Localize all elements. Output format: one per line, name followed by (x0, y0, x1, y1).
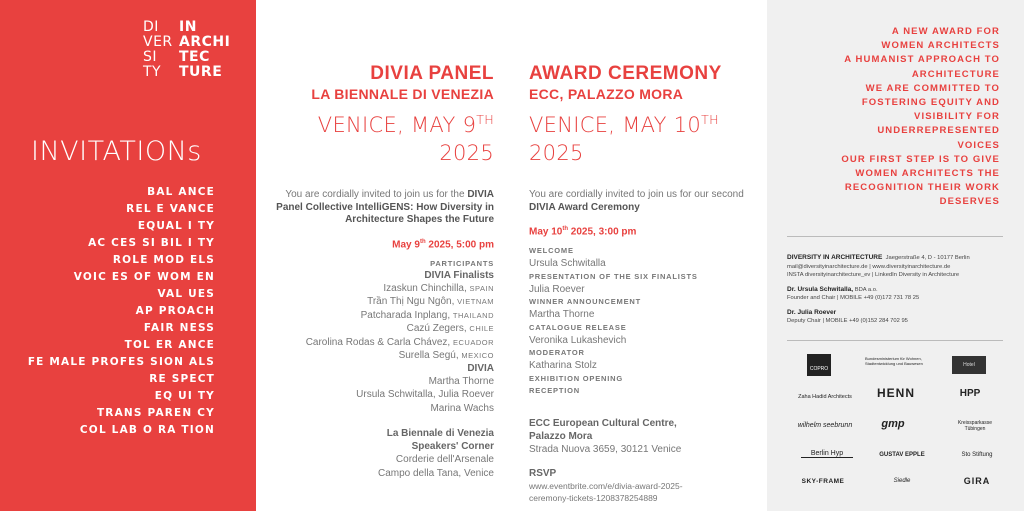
program-label: WELCOME (529, 246, 574, 256)
value-item: TOL ER ANCE (124, 339, 215, 351)
ceremony-venue (529, 417, 769, 457)
manifesto-line: WOMEN ARCHITECTS THE (855, 168, 1000, 180)
ceremony-time: May 10th 2025, 3:00 pm (529, 226, 637, 238)
manifesto-line: VOICES (957, 139, 1000, 151)
panel-venue (258, 427, 494, 480)
program-label: EXHIBITION OPENING (529, 373, 623, 383)
diversity-in-architecture-logo (143, 20, 243, 80)
logo-part: ARCHI (179, 34, 231, 50)
manifesto-line: ARCHITECTURE (911, 68, 1000, 80)
panel-date: VENICE, MAY 9TH 2025 (317, 112, 494, 165)
program-person: Katharina Stolz (529, 360, 597, 372)
program-person: Julia Roever (529, 283, 585, 295)
logo-part: TURE (179, 64, 223, 80)
value-item: ROLE MOD ELS (112, 254, 215, 266)
divia-label: DIVIA (467, 362, 494, 374)
manifesto-line: DESERVES (939, 196, 1000, 208)
divia-member: Marina Wachs (430, 402, 494, 414)
sponsor-logo: GIRA (963, 476, 991, 486)
sponsor-logo: SKY-FRAME (801, 478, 845, 485)
value-item: TRANS PAREN CY (96, 407, 215, 419)
sponsor-logo: GUSTAV EPPLE (879, 452, 925, 458)
manifesto-line: A NEW AWARD FOR (891, 26, 1000, 37)
venue-name: Palazzo Mora (529, 430, 593, 442)
org-address: Jaegerstraße 4, D - 10177 Berlin (885, 255, 970, 261)
value-item: RE SPECT (149, 373, 215, 385)
logo-part: DI (143, 19, 159, 35)
value-item: EQ UI TY (154, 390, 215, 402)
person-role: Deputy Chair | MOBILE +49 (0)152 284 702 95 (787, 318, 908, 324)
value-item: EQUAL I TY (137, 220, 215, 232)
program-label: PRESENTATION OF THE SIX FINALISTS (529, 271, 698, 281)
venue-name: Speakers' Corner (411, 441, 494, 453)
right-panel (767, 0, 1024, 511)
rsvp-link[interactable]: ceremony-tickets-1208378254889 (529, 493, 658, 504)
ceremony-date: VENICE, MAY 10TH 2025 (529, 112, 719, 165)
divia-member: Martha Thorne (428, 375, 494, 387)
values-list (28, 184, 215, 439)
panel-intro: You are cordially invited to join us for the DIVIA Panel Collective IntelliGENS: How Diversity in Architecture Shapes the Future (276, 189, 494, 225)
manifesto-line: RECOGNITION THEIR WORK (844, 182, 1000, 194)
panel-title: DIVIA PANEL (370, 63, 494, 84)
ceremony-title: AWARD CEREMONY (529, 63, 722, 84)
sponsor-logo: Zaha Hadid Architects (798, 394, 852, 400)
org-mail[interactable]: mail@diversityinarchitecture.de | www.diversityinarchitecture.de (787, 263, 951, 270)
sponsor-logo: Berlin Hyp (801, 450, 853, 458)
venue-address: Campo della Tana, Venice (377, 467, 494, 479)
participants-label: PARTICIPANTS (430, 258, 494, 268)
value-item: REL E VANCE (126, 203, 215, 215)
ceremony-subtitle: ECC, PALAZZO MORA (529, 86, 684, 102)
logo-part: VER (143, 34, 173, 50)
sponsor-logo: Siedle (893, 478, 911, 484)
person-name: Dr. Ursula Schwitalla, (787, 285, 854, 293)
venue-address: Strada Nuova 3659, 30121 Venice (529, 443, 682, 455)
divia-member: Ursula Schwitalla, Julia Roever (356, 389, 494, 401)
finalist-item: Carolina Rodas & Carla Chávez, ECUADOR (305, 336, 494, 348)
manifesto-line: VISIBILITY FOR (914, 111, 1000, 123)
value-item: FAIR NESS (143, 322, 215, 334)
sponsor-logo: Kreissparkasse Tübingen (957, 420, 993, 432)
program-person: Martha Thorne (529, 309, 595, 321)
sponsor-logo: Sto Stiftung (961, 452, 993, 458)
program-person: Ursula Schwitalla (529, 258, 606, 270)
value-item: AP PROACH (135, 305, 215, 317)
award-ceremony-column (529, 62, 769, 504)
program-label: CATALOGUE RELEASE (529, 322, 627, 332)
program-person: Veronika Lukashevich (529, 334, 627, 346)
manifesto-line: OUR FIRST STEP IS TO GIVE (841, 153, 1000, 165)
rsvp-block (529, 468, 769, 504)
venue-name: La Biennale di Venezia (386, 428, 494, 440)
value-item: BAL ANCE (147, 186, 215, 198)
venue-address: Corderie dell'Arsenale (395, 454, 494, 466)
venue-name: ECC European Cultural Centre, (529, 417, 677, 429)
ceremony-intro: You are cordially invited to join us for our second DIVIA Award Ceremony (529, 189, 744, 213)
program-label: WINNER ANNOUNCEMENT (529, 297, 642, 307)
value-item: AC CES SI BIL I TY (88, 237, 215, 249)
org-name: DIVERSITY IN ARCHITECTURE (787, 254, 883, 261)
sponsor-logo: HENN (877, 386, 916, 400)
finalist-item: Izaskun Chinchilla, SPAIN (383, 282, 494, 294)
value-item: FE MALE PROFES SION ALS (27, 356, 215, 368)
sponsor-logo: Hotel (952, 356, 986, 374)
person-role: Founder and Chair | MOBILE +49 (0)172 731 78 25 (787, 295, 920, 301)
invitations-heading: INVITATIONs (31, 136, 202, 167)
divia-panel-column (258, 62, 498, 480)
divider (787, 236, 1003, 237)
manifesto-line: FOSTERING EQUITY AND (861, 97, 1000, 109)
person-name: Dr. Julia Roever (787, 308, 837, 316)
program-label: MODERATOR (529, 348, 585, 358)
program-label: RECEPTION (529, 385, 580, 395)
logo-part: IN (179, 19, 197, 35)
sponsor-logo: Bundesministerium für Wohnen, Stadtentwicklung und Bauwesen (865, 356, 923, 366)
panel-subtitle: LA BIENNALE DI VENEZIA (311, 86, 494, 102)
sponsor-logo: gmp (881, 418, 905, 430)
divider (787, 340, 1003, 341)
finalist-item: Surella Segú, MEXICO (398, 350, 494, 362)
sponsor-logo: wilhelm seebrunn (797, 422, 853, 429)
sponsor-logo: HPP (959, 388, 981, 399)
logo-part: TY (143, 64, 162, 80)
logo-part: TEC (179, 49, 210, 65)
org-social[interactable]: INSTA diversityinarchitecture_ev | LinkedIn Diversity in Architecture (787, 272, 960, 278)
manifesto-line: A HUMANIST APPROACH TO (844, 54, 1000, 66)
rsvp-link[interactable]: www.eventbrite.com/e/divia-award-2025- (529, 481, 683, 492)
manifesto-line: WE ARE COMMITTED TO (865, 82, 1000, 94)
manifesto (841, 25, 1000, 210)
finalist-item: Cazú Zegers, CHILE (406, 323, 494, 335)
value-item: VOIC ES OF WOM EN (73, 271, 215, 283)
logo-part: SI (143, 49, 158, 65)
finalists-label: DIVIA Finalists (424, 269, 494, 281)
manifesto-line: WOMEN ARCHITECTS (881, 40, 1000, 52)
panel-time: May 9th 2025, 5:00 pm (392, 238, 494, 250)
contact-block: DIVERSITY IN ARCHITECTURE Jaegerstraße 4, D - 10177 Berlin mail@diversityinarchitecture.de | www.diversityinarchitecture.de INSTA diversityinarchitecture_ev | LinkedIn Diversity in Architecture Dr. Ursula Schwitalla, BDA a.o. Founder and Chair | MOBILE +49 (0)172 731 78 25 Dr. Julia Roever Deputy Chair | MOBILE +49 (0)152 284 702 95 (787, 254, 1007, 326)
rsvp-label: RSVP (529, 468, 557, 480)
value-item: VAL UES (157, 288, 215, 300)
left-panel (0, 0, 256, 511)
value-item: COL LAB O RA TION (79, 424, 215, 436)
finalist-item: Trần Thị Ngu Ngôn, VIETNAM (367, 296, 494, 308)
finalist-item: Patcharada Inplang, THAILAND (360, 309, 494, 321)
manifesto-line: UNDERREPRESENTED (877, 125, 1000, 137)
sponsor-logo: COPRO (807, 354, 831, 376)
